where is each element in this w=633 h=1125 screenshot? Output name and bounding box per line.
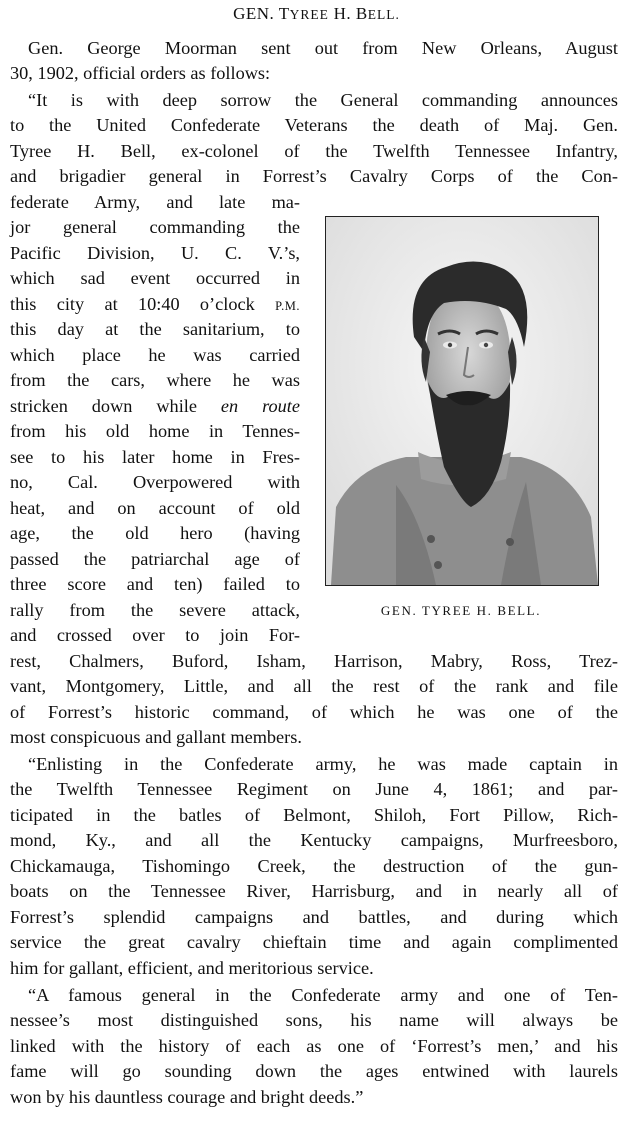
- text-line: boats on the Tennessee River, Harrisburg, and in nearly all of: [10, 881, 618, 901]
- text-span: P.M.: [275, 299, 300, 313]
- text-line: age, the old hero (having: [10, 523, 300, 543]
- text-line: jor general commanding the: [10, 217, 300, 237]
- text-span: this city at 10:40 o’clock: [10, 294, 276, 314]
- text-line: and crossed over to join For-: [10, 625, 300, 645]
- text-line: three score and ten) failed to: [10, 574, 300, 594]
- text-line: which sad event occurred in: [10, 268, 300, 288]
- text-line: of Forrest’s historic command, of which he was one of the: [10, 702, 618, 722]
- text-line: mond, Ky., and all the Kentucky campaigns, Murfreesboro,: [10, 830, 618, 850]
- text-line: which place he was carried: [10, 345, 300, 365]
- text-line: to the United Confederate Veterans the death of Maj. Gen.: [10, 115, 618, 135]
- title-part: ELL.: [367, 7, 400, 22]
- text-line: “It is with deep sorrow the General commanding announces: [28, 90, 618, 110]
- text-line: [10, 394, 300, 419]
- text-line: federate Army, and late ma-: [10, 192, 300, 212]
- photo-caption: GEN. TYREE H. BELL.: [380, 603, 542, 618]
- text-line: rest, Chalmers, Buford, Isham, Harrison, Mabry, Ross, Trez-: [10, 651, 618, 671]
- title-part: T: [278, 4, 290, 23]
- text-line: won by his dauntless courage and bright deeds.”: [10, 1087, 364, 1107]
- text-line: “A famous general in the Confederate army and one of Ten-: [28, 985, 618, 1005]
- text-line: Gen. George Moorman sent out from New Orleans, August: [28, 38, 618, 58]
- text-line: from his old home in Tennes-: [10, 421, 300, 441]
- text-line: rally from the severe attack,: [10, 600, 300, 620]
- page-title: [0, 4, 633, 24]
- title-part: GEN.: [233, 4, 275, 23]
- text-line: service the great cavalry chieftain time and again complimented: [10, 932, 618, 952]
- text-line: heat, and on account of old: [10, 498, 300, 518]
- text-line: no, Cal. Overpowered with: [10, 472, 300, 492]
- text-line: 30, 1902, official orders as follows:: [10, 63, 271, 83]
- portrait-photo: [325, 216, 599, 586]
- text-line: most conspicuous and gallant members.: [10, 727, 302, 747]
- text-line: “Enlisting in the Confederate army, he was made captain in: [28, 754, 618, 774]
- text-line: Chickamauga, Tishomingo Creek, the destruction of the gun-: [10, 856, 618, 876]
- text-line: Pacific Division, U. C. V.’s,: [10, 243, 300, 263]
- portrait-illustration: [326, 217, 598, 585]
- title-part: YREE: [289, 7, 329, 22]
- text-line: the Twelfth Tennessee Regiment on June 4, 1861; and par-: [10, 779, 618, 799]
- text-line: passed the patriarchal age of: [10, 549, 300, 569]
- text-span: en route: [220, 396, 300, 416]
- text-line: this day at the sanitarium, to: [10, 319, 300, 339]
- text-line: linked with the history of each as one of ‘Forrest’s men,’ and his: [10, 1036, 618, 1056]
- text-line: [10, 292, 300, 317]
- text-line: nessee’s most distinguished sons, his name will always be: [10, 1010, 618, 1030]
- title-part: H. B: [333, 4, 368, 23]
- text-line: fame will go sounding down the ages entwined with laurels: [10, 1061, 618, 1081]
- text-line: Forrest’s splendid campaigns and battles, and during which: [10, 907, 618, 927]
- text-line: and brigadier general in Forrest’s Cavalry Corps of the Con-: [10, 166, 618, 186]
- text-span: stricken down while: [10, 396, 221, 416]
- text-line: him for gallant, efficient, and meritorious service.: [10, 958, 374, 978]
- text-line: Tyree H. Bell, ex-colonel of the Twelfth Tennessee Infantry,: [10, 141, 618, 161]
- text-line: from the cars, where he was: [10, 370, 300, 390]
- text-line: vant, Montgomery, Little, and all the rest of the rank and file: [10, 676, 618, 696]
- text-line: ticipated in the batles of Belmont, Shiloh, Fort Pillow, Rich-: [10, 805, 618, 825]
- text-line: see to his later home in Fres-: [10, 447, 300, 467]
